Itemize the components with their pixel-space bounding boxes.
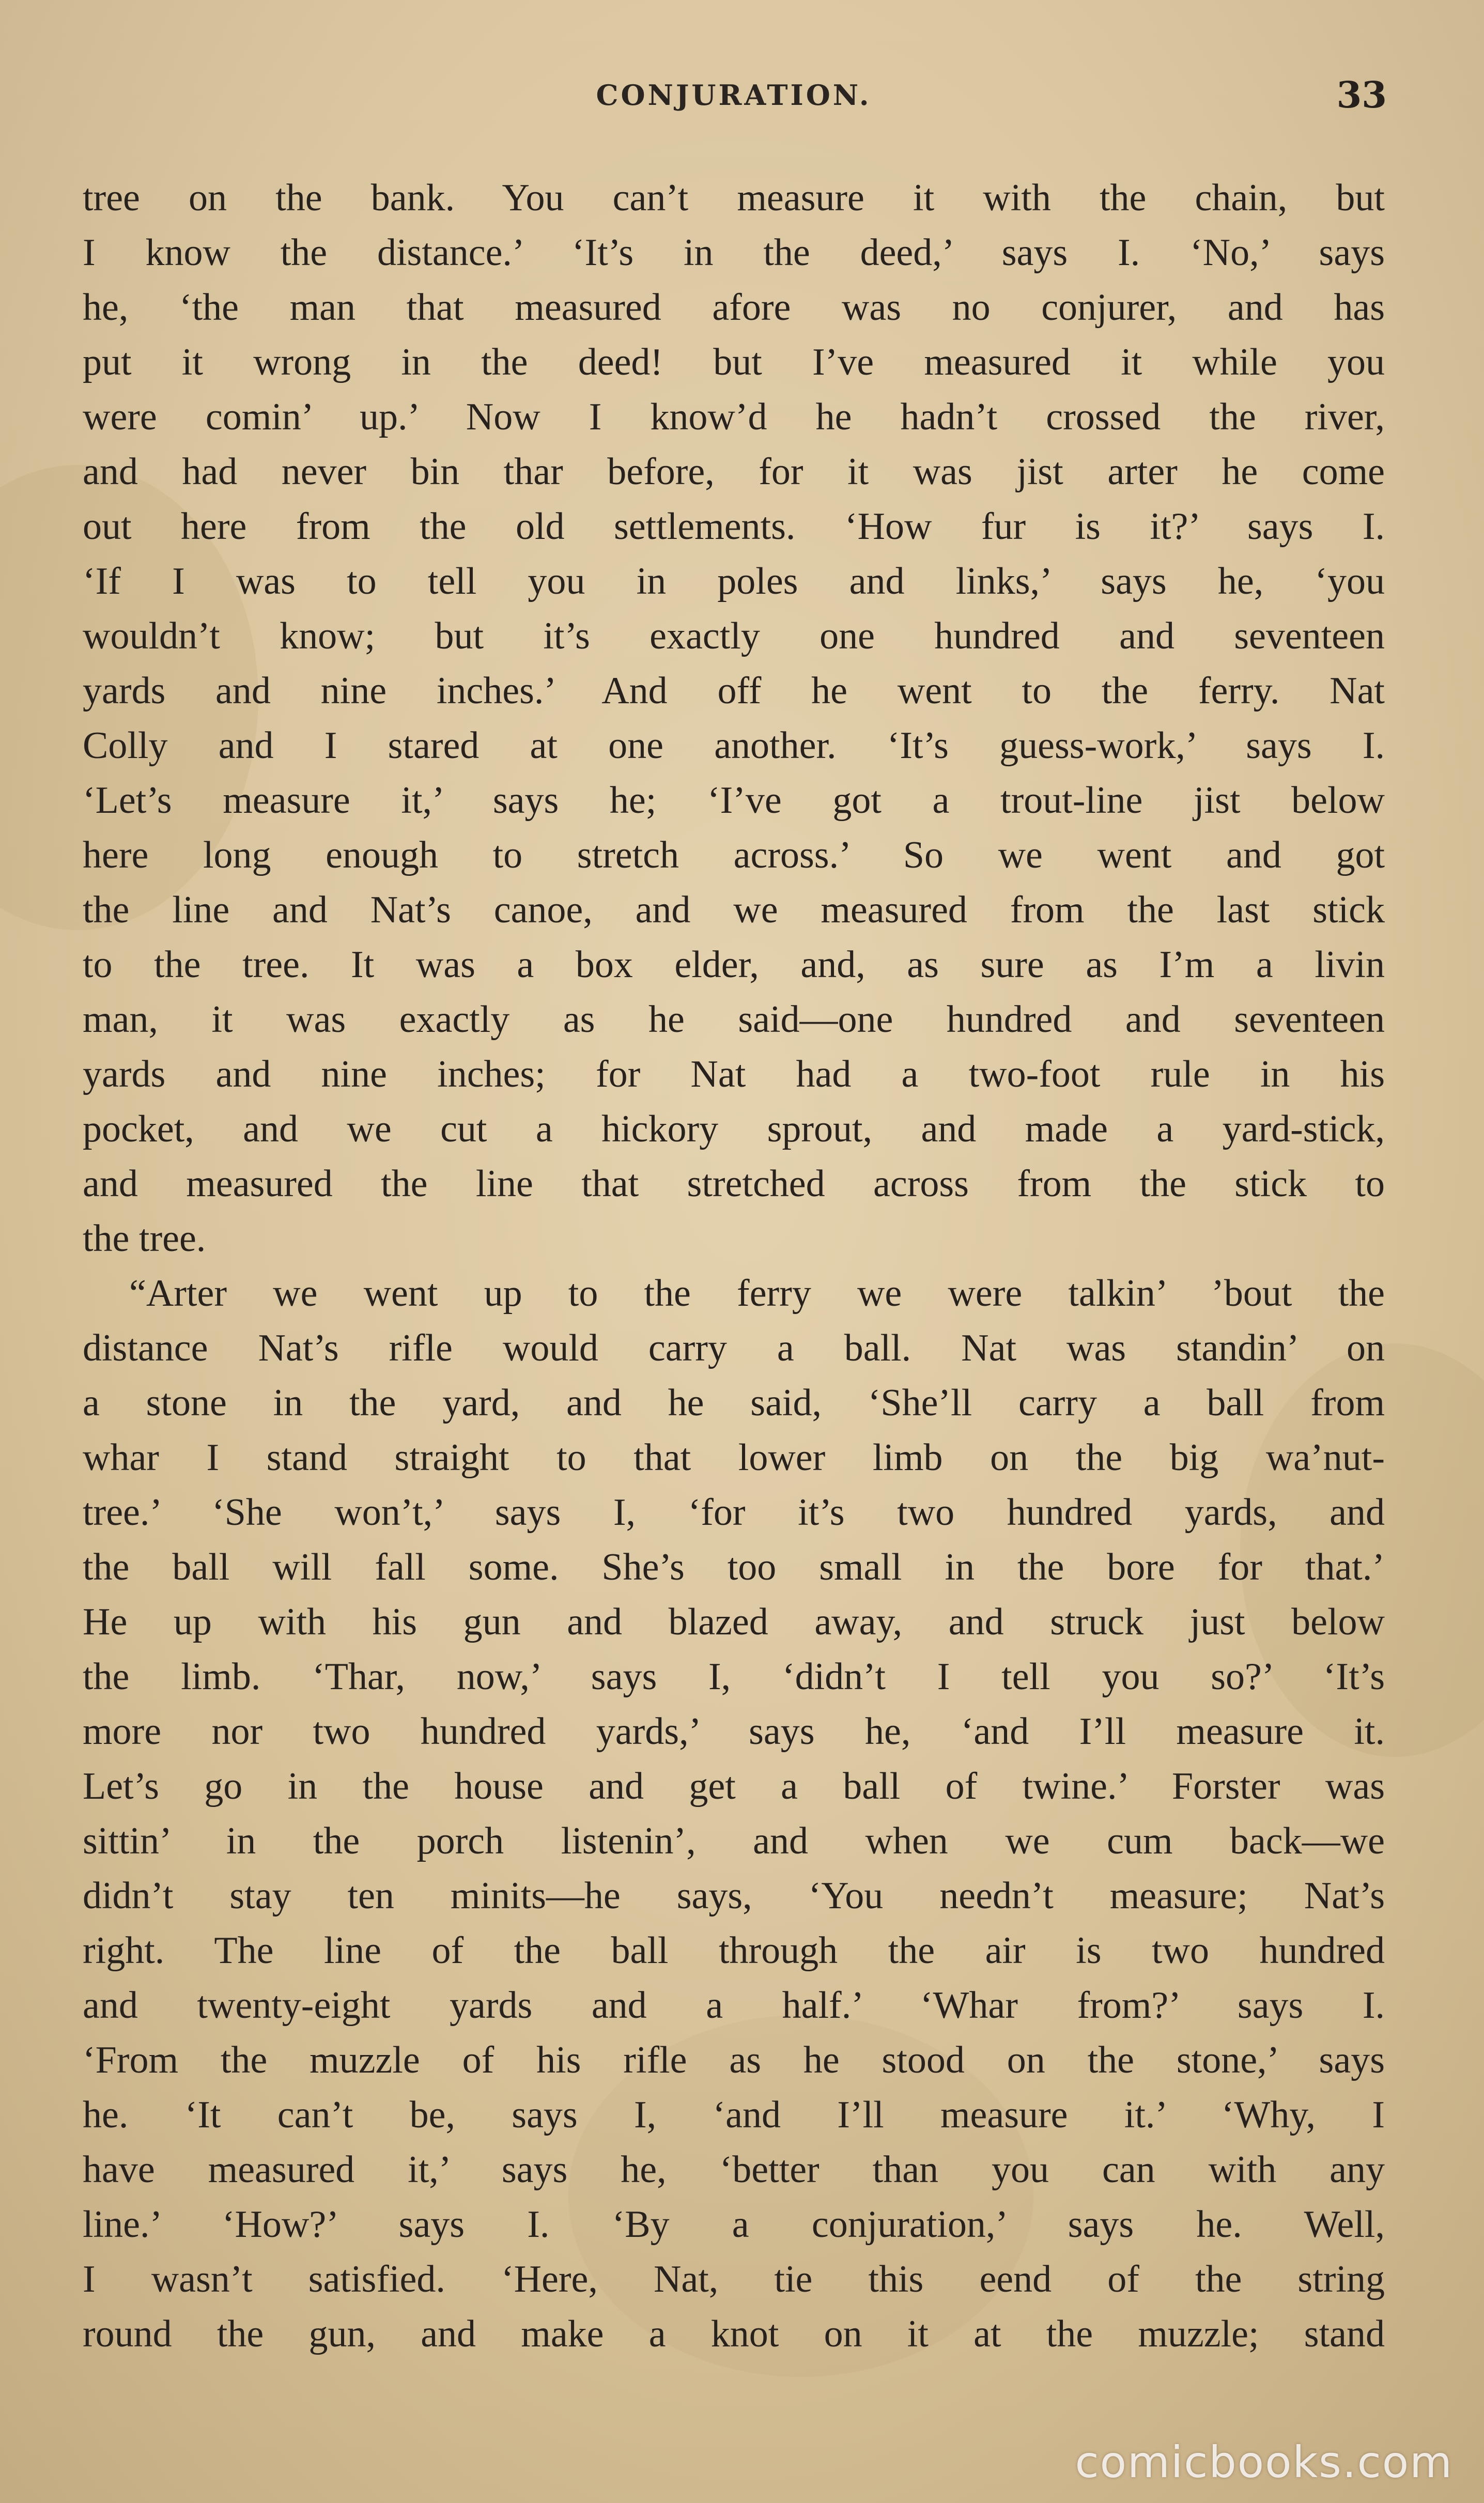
text-line: and had never bin thar before, for it was jist arter he come <box>83 451 1385 493</box>
text-line: ‘If I was to tell you in poles and links,’ says he, ‘you <box>83 560 1385 602</box>
watermark: comicbooks.com <box>1075 2437 1453 2487</box>
text-line: to the tree. It was a box elder, and, as sure as I’m a livin <box>83 944 1385 986</box>
text-line: the tree. <box>83 1217 206 1260</box>
text-line: out here from the old settlements. ‘How fur is it?’ says I. <box>83 505 1385 548</box>
text-line: sittin’ in the porch listenin’, and when we cum back—we <box>83 1820 1385 1862</box>
text-line: Let’s go in the house and get a ball of twine.’ Forster was <box>83 1765 1385 1807</box>
text-line: man, it was exactly as he said—one hundred and seventeen <box>83 998 1385 1041</box>
text-line: I know the distance.’ ‘It’s in the deed,’ says I. ‘No,’ says <box>83 231 1385 274</box>
text-line: tree.’ ‘She won’t,’ says I, ‘for it’s two hundred yards, and <box>83 1491 1385 1534</box>
text-line: he, ‘the man that measured afore was no conjurer, and has <box>83 286 1385 329</box>
text-line: the limb. ‘Thar, now,’ says I, ‘didn’t I tell you so?’ ‘It’s <box>83 1656 1385 1698</box>
text-line: more nor two hundred yards,’ says he, ‘and I’ll measure it. <box>83 1710 1385 1753</box>
text-line: Colly and I stared at one another. ‘It’s guess-work,’ says I. <box>83 724 1385 767</box>
text-line: distance Nat’s rifle would carry a ball. Nat was standin’ on <box>83 1327 1385 1369</box>
text-line: have measured it,’ says he, ‘better than you can with any <box>83 2149 1385 2191</box>
text-line: ‘Let’s measure it,’ says he; ‘I’ve got a trout-line jist below <box>83 779 1385 822</box>
text-line: and twenty-eight yards and a half.’ ‘Whar from?’ says I. <box>83 1984 1385 2027</box>
body-text <box>83 171 1385 2361</box>
text-line: ‘From the muzzle of his rifle as he stood on the stone,’ says <box>83 2039 1385 2081</box>
page-header <box>83 71 1385 128</box>
text-line: He up with his gun and blazed away, and struck just below <box>83 1601 1385 1643</box>
text-line: the ball will fall some. She’s too small in the bore for that.’ <box>83 1546 1385 1588</box>
text-line: whar I stand straight to that lower limb on the big wa’nut- <box>83 1436 1385 1479</box>
text-line: and measured the line that stretched across from the stick to <box>83 1163 1385 1205</box>
text-line: a stone in the yard, and he said, ‘She’ll carry a ball from <box>83 1382 1385 1424</box>
page-number: 33 <box>1336 73 1387 116</box>
text-line: here long enough to stretch across.’ So we went and got <box>83 834 1385 876</box>
text-line: line.’ ‘How?’ says I. ‘By a conjuration,’ says he. Well, <box>83 2203 1385 2246</box>
text-line: I wasn’t satisfied. ‘Here, Nat, tie this eend of the string <box>83 2258 1385 2300</box>
text-line: pocket, and we cut a hickory sprout, and made a yard-stick, <box>83 1108 1385 1150</box>
text-line: yards and nine inches; for Nat had a two-foot rule in his <box>83 1053 1385 1095</box>
text-line: wouldn’t know; but it’s exactly one hundred and seventeen <box>83 615 1385 657</box>
text-line: were comin’ up.’ Now I know’d he hadn’t crossed the river, <box>83 396 1385 438</box>
text-line: right. The line of the ball through the air is two hundred <box>83 1929 1385 1972</box>
running-head: CONJURATION. <box>596 79 872 112</box>
text-line: round the gun, and make a knot on it at the muzzle; stand <box>83 2313 1385 2355</box>
text-line: yards and nine inches.’ And off he went to the ferry. Nat <box>83 670 1385 712</box>
text-line: tree on the bank. You can’t measure it with the chain, but <box>83 177 1385 219</box>
text-line: didn’t stay ten minits—he says, ‘You needn’t measure; Nat’s <box>83 1875 1385 1917</box>
text-line: he. ‘It can’t be, says I, ‘and I’ll measure it.’ ‘Why, I <box>83 2094 1385 2136</box>
paragraph-start-line: “Arter we went up to the ferry we were talkin’ ’bout the <box>129 1272 1385 1315</box>
text-line: put it wrong in the deed! but I’ve measured it while you <box>83 341 1385 383</box>
text-line: the line and Nat’s canoe, and we measured from the last stick <box>83 889 1385 931</box>
